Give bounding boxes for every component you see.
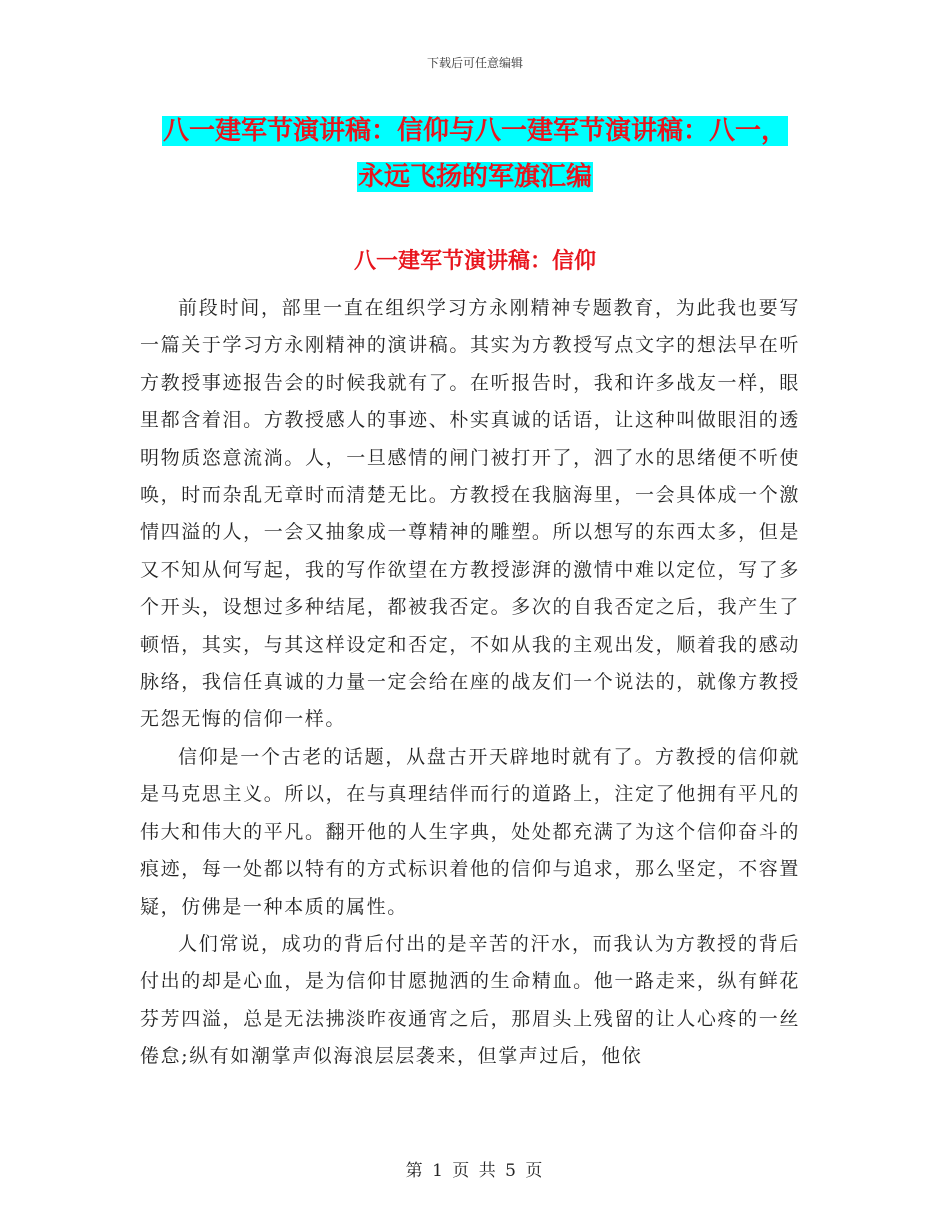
paragraph: 信仰是一个古老的话题，从盘古开天辟地时就有了。方教授的信仰就是马克思主义。所以，在与真理结伴而行的道路上，注定了他拥有平凡的伟大和伟大的平凡。翻开他的人生字典，处处都充满了为这个信仰奋斗的痕迹，每一处都以特有的方式标识着他的信仰与追求，那么坚定，不容置疑，仿佛是一种本质的属性。 [140, 745, 800, 918]
paragraph: 前段时间，部里一直在组织学习方永刚精神专题教育，为此我也要写一篇关于学习方永刚精神的演讲稿。其实为方教授写点文字的想法早在听方教授事迹报告会的时候我就有了。在听报告时，我和许多战友一样，眼里都含着泪。方教授感人的事迹、朴实真诚的话语，让这种叫做眼泪的透明物质恣意流淌。人，一旦感情的闸门被打开了，泗了水的思绪便不听使唤，时而杂乱无章时而清楚无比。方教授在我脑海里，一会具体成一个激情四溢的人，一会又抽象成一尊精神的雕塑。所以想写的东西太多，但是又不知从何写起，我的写作欲望在方教授澎湃的激情中难以定位，写了多个开头，设想过多种结尾，都被我否定。多次的自我否定之后，我产生了顿悟，其实，与其这样设定和否定，不如从我的主观出发，顺着我的感动脉络，我信任真诚的力量一定会给在座的战友们一个说法的，就像方教授无怨无悔的信仰一样。 [140, 297, 800, 731]
page-header: 下载后可任意编辑 [426, 56, 523, 70]
body-text [140, 290, 800, 1076]
page-footer: 第 1 页 共 5 页 [405, 1161, 545, 1181]
title-line-2: 永远飞扬的军旗汇编 [357, 162, 592, 192]
document-title [140, 108, 810, 200]
paragraph: 人们常说，成功的背后付出的是辛苦的汗水，而我认为方教授的背后付出的却是心血，是为信仰甘愿抛洒的生命精血。他一路走来，纵有鲜花芬芳四溢，总是无法拂淡昨夜通宵之后，那眉头上残留的让人心疼的一丝倦怠;纵有如潮掌声似海浪层层袭来，但掌声过后，他依 [140, 932, 800, 1068]
title-line-1: 八一建军节演讲稿：信仰与八一建军节演讲稿：八一， [162, 116, 787, 146]
section-heading: 八一建军节演讲稿：信仰 [353, 249, 596, 274]
